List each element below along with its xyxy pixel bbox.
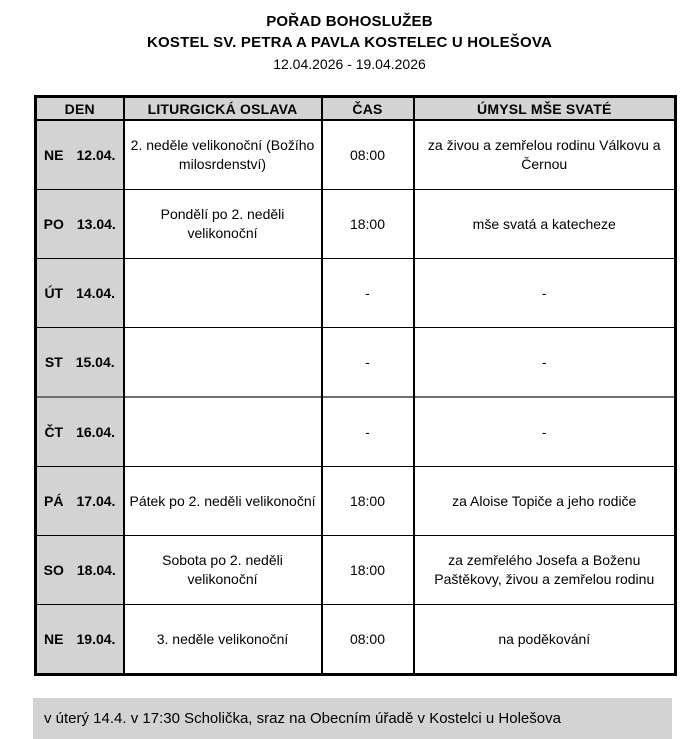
day-abbr: ÚT bbox=[44, 284, 64, 301]
time-cell: 18:00 bbox=[322, 536, 414, 605]
day-cell bbox=[36, 467, 124, 536]
celebration-cell: Pondělí po 2. neděli velikonoční bbox=[124, 190, 322, 259]
intention-cell: za živou a zemřelou rodinu Válkovu a Černou bbox=[414, 120, 676, 190]
intention-cell: za zemřelého Josefa a Boženu Paštěkovy, živou a zemřelou rodinu bbox=[414, 536, 676, 605]
day-cell bbox=[36, 605, 124, 675]
day-cell bbox=[36, 536, 124, 605]
col-header-intention: ÚMYSL MŠE SVATÉ bbox=[414, 97, 676, 121]
schedule-table bbox=[34, 95, 677, 676]
col-header-day: DEN bbox=[36, 97, 124, 121]
celebration-cell bbox=[124, 259, 322, 328]
intention-cell: - bbox=[414, 328, 676, 398]
time-cell: - bbox=[322, 259, 414, 328]
document-title: POŘAD BOHOSLUŽEB bbox=[266, 13, 433, 30]
celebration-cell: 2. neděle velikonoční (Božího milosrdenství) bbox=[124, 120, 322, 190]
day-cell bbox=[36, 120, 124, 190]
table-row bbox=[36, 120, 676, 190]
day-cell bbox=[36, 190, 124, 259]
day-abbr: PÁ bbox=[44, 492, 64, 509]
intention-cell: - bbox=[414, 397, 676, 467]
table-row bbox=[36, 467, 676, 536]
footer-note: v úterý 14.4. v 17:30 Scholička, sraz na Obecním úřadě v Kostelci u Holešova bbox=[44, 710, 561, 727]
celebration-cell: Pátek po 2. neděli velikonoční bbox=[124, 467, 322, 536]
table-row bbox=[36, 397, 676, 467]
table-row bbox=[36, 259, 676, 328]
table-row bbox=[36, 536, 676, 605]
date-range: 12.04.2026 - 19.04.2026 bbox=[273, 56, 426, 72]
celebration-cell bbox=[124, 328, 322, 398]
day-abbr: ST bbox=[44, 353, 63, 370]
time-cell: 08:00 bbox=[322, 120, 414, 190]
time-cell: 18:00 bbox=[322, 190, 414, 259]
intention-cell: za Aloise Topiče a jeho rodiče bbox=[414, 467, 676, 536]
table-row bbox=[36, 605, 676, 675]
table-row bbox=[36, 328, 676, 398]
document-header bbox=[0, 0, 699, 74]
intention-cell: na poděkování bbox=[414, 605, 676, 675]
time-cell: - bbox=[322, 397, 414, 467]
day-abbr: PO bbox=[43, 215, 64, 232]
table-row bbox=[36, 190, 676, 259]
day-date: 14.04. bbox=[76, 284, 116, 301]
intention-cell: - bbox=[414, 259, 676, 328]
day-date: 13.04. bbox=[76, 215, 116, 232]
day-abbr: ČT bbox=[44, 423, 64, 440]
day-date: 17.04. bbox=[76, 492, 116, 509]
day-date: 12.04. bbox=[76, 146, 116, 163]
celebration-cell bbox=[124, 397, 322, 467]
col-header-celebration: LITURGICKÁ OSLAVA bbox=[124, 97, 322, 121]
day-abbr: SO bbox=[43, 561, 64, 578]
day-date: 15.04. bbox=[75, 353, 115, 370]
celebration-cell: 3. neděle velikonoční bbox=[124, 605, 322, 675]
day-abbr: NE bbox=[44, 146, 64, 163]
day-date: 18.04. bbox=[76, 561, 116, 578]
celebration-cell: Sobota po 2. neděli velikonoční bbox=[124, 536, 322, 605]
col-header-time: ČAS bbox=[322, 97, 414, 121]
day-cell bbox=[36, 259, 124, 328]
day-cell bbox=[36, 328, 124, 398]
day-cell bbox=[36, 397, 124, 467]
day-abbr: NE bbox=[44, 630, 64, 647]
day-date: 19.04. bbox=[76, 630, 116, 647]
intention-cell: mše svatá a katecheze bbox=[414, 190, 676, 259]
day-date: 16.04. bbox=[76, 423, 116, 440]
table-header-row bbox=[36, 97, 676, 121]
time-cell: 08:00 bbox=[322, 605, 414, 675]
time-cell: - bbox=[322, 328, 414, 398]
time-cell: 18:00 bbox=[322, 467, 414, 536]
church-name: KOSTEL SV. PETRA A PAVLA KOSTELEC U HOLEŠOVA bbox=[147, 34, 552, 51]
